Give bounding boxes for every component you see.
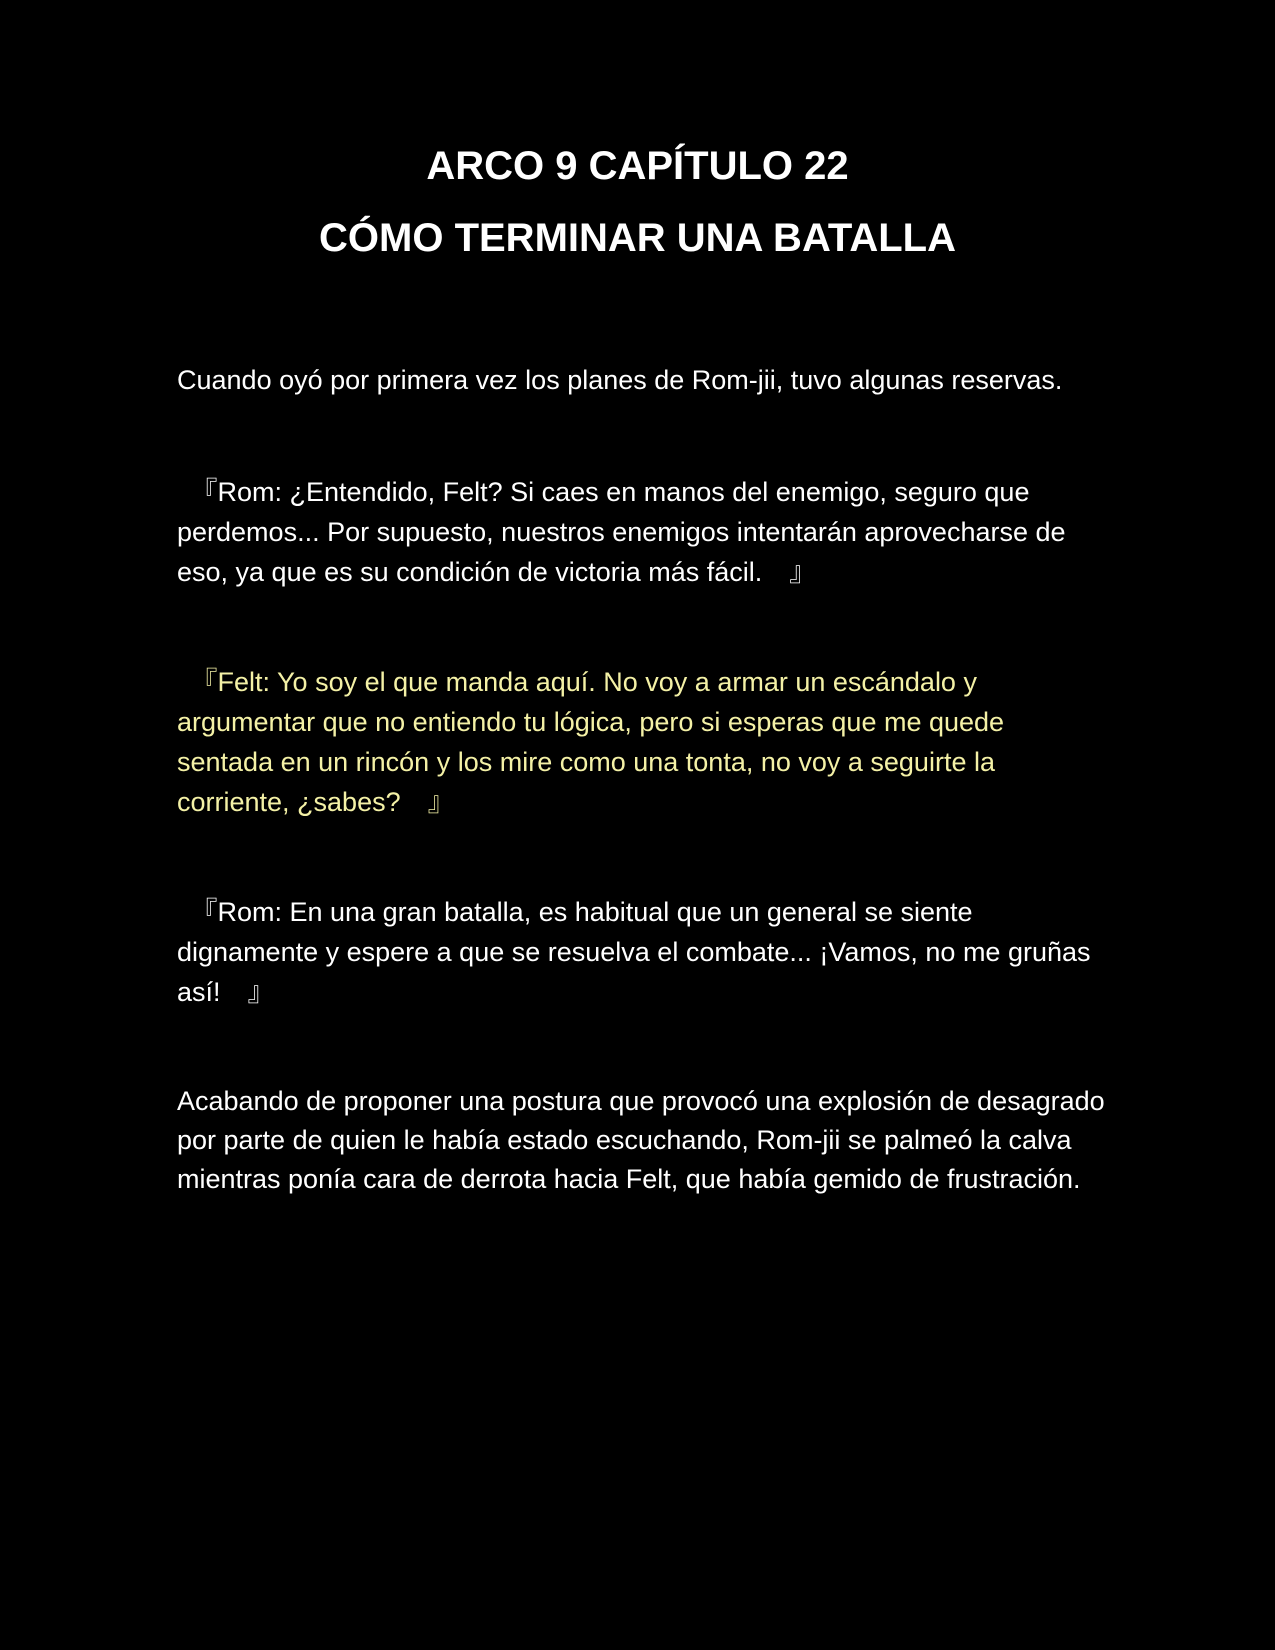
paragraph-dialogue-rom-1: 『Rom: ¿Entendido, Felt? Si caes en manos del enemigo, seguro que perdemos... Por supuesto, nuestros enemigos intentarán aprovecharse de eso, ya que es su condición de victoria más fácil. 』 bbox=[177, 477, 1066, 587]
chapter-body bbox=[177, 360, 1107, 1199]
chapter-number-heading: ARCO 9 CAPÍTULO 22 bbox=[426, 144, 849, 188]
paragraph-narration-1: Cuando oyó por primera vez los planes de Rom-jii, tuvo algunas reservas. bbox=[177, 365, 1063, 395]
paragraph-dialogue-felt: 『Felt: Yo soy el que manda aquí. No voy a armar un escándalo y argumentar que no entiendo tu lógica, pero si esperas que me quede sentada en un rincón y los mire como una tonta, no voy a seguirte la corriente, ¿sabes? 』 bbox=[177, 667, 1005, 817]
paragraph-narration-2: Acabando de proponer una postura que provocó una explosión de desagrado por parte de quien le había estado escuchando, Rom-jii se palmeó la calva mientras ponía cara de derrota hacia Felt, que había gemido de frustración. bbox=[177, 1086, 1105, 1194]
chapter-title bbox=[0, 142, 1275, 262]
chapter-name-heading: CÓMO TERMINAR UNA BATALLA bbox=[319, 216, 956, 260]
paragraph-dialogue-rom-2: 『Rom: En una gran batalla, es habitual que un general se siente dignamente y espere a que se resuelva el combate... ¡Vamos, no me gruñas así! 』 bbox=[177, 897, 1091, 1007]
